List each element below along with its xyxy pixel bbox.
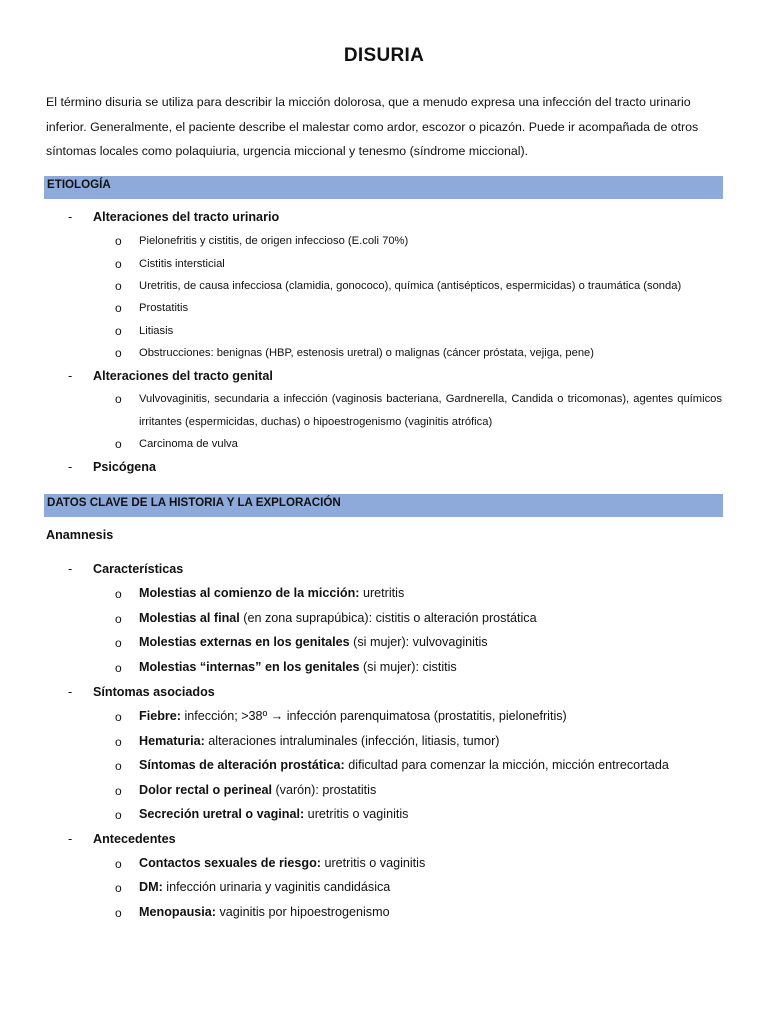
circle-bullet: o — [115, 710, 122, 724]
dash-bullet: - — [68, 369, 73, 383]
dash-bullet: - — [68, 832, 73, 846]
list-item: Cistitis intersticial — [139, 258, 225, 270]
circle-bullet: o — [115, 759, 122, 773]
section-heading-etiologia: ETIOLOGÍA — [44, 176, 723, 199]
group-label: Características — [93, 562, 184, 576]
circle-bullet: o — [115, 392, 122, 406]
circle-bullet: o — [115, 587, 122, 601]
circle-bullet: o — [115, 661, 122, 675]
circle-bullet: o — [115, 324, 122, 338]
circle-bullet: o — [115, 735, 122, 749]
dash-bullet: - — [68, 210, 73, 224]
list-item: Hematuria: alteraciones intraluminales (infección, litiasis, tumor) — [139, 734, 500, 748]
list-item: Molestias externas en los genitales (si mujer): vulvovaginitis — [139, 635, 488, 649]
list-item: Dolor rectal o perineal (varón): prostatitis — [139, 783, 377, 797]
group-label: Alteraciones del tracto genital — [93, 369, 273, 383]
circle-bullet: o — [115, 234, 122, 248]
circle-bullet: o — [115, 346, 122, 360]
list-item: Obstrucciones: benignas (HBP, estenosis uretral) o malignas (cáncer próstata, vejiga, pene) — [139, 347, 594, 359]
dash-bullet: - — [68, 685, 73, 699]
section-heading-datos-clave: DATOS CLAVE DE LA HISTORIA Y LA EXPLORACIÓN — [44, 494, 723, 517]
circle-bullet: o — [115, 301, 122, 315]
circle-bullet: o — [115, 279, 122, 293]
circle-bullet: o — [115, 881, 122, 895]
list-item: Pielonefritis y cistitis, de origen infeccioso (E.coli 70%) — [139, 235, 409, 247]
circle-bullet: o — [115, 784, 122, 798]
dash-bullet: - — [68, 562, 73, 576]
list-item: DM: infección urinaria y vaginitis candidásica — [139, 880, 391, 894]
circle-bullet: o — [115, 437, 122, 451]
list-item: Síntomas de alteración prostática: dificultad para comenzar la micción, micción entrecortada — [139, 758, 669, 772]
group-label: Alteraciones del tracto urinario — [93, 210, 280, 224]
list-item: Contactos sexuales de riesgo: uretritis o vaginitis — [139, 856, 426, 870]
group-label: Psicógena — [93, 460, 156, 474]
list-item: Molestias “internas” en los genitales (si mujer): cistitis — [139, 660, 457, 674]
circle-bullet: o — [115, 636, 122, 650]
list-item: Molestias al comienzo de la micción: uretritis — [139, 586, 405, 600]
group-label: Síntomas asociados — [93, 685, 215, 699]
list-item: Molestias al final (en zona suprapúbica): cistitis o alteración prostática — [139, 611, 537, 625]
circle-bullet: o — [115, 612, 122, 626]
list-item: Litiasis — [139, 325, 174, 337]
list-item: Vulvovaginitis, secundaria a infección (vaginosis bacteriana, Gardnerella, Candida o tricomonas), agentes químicos irritantes (espermicidas, duchas) o hipoestrogenismo (vaginitis atrófica) — [139, 393, 722, 428]
list-item: Carcinoma de vulva — [139, 438, 238, 450]
dash-bullet: - — [68, 460, 73, 474]
list-item: Prostatitis — [139, 302, 189, 314]
list-item: Secreción uretral o vaginal: uretritis o vaginitis — [139, 807, 409, 821]
circle-bullet: o — [115, 906, 122, 920]
intro-paragraph: El término disuria se utiliza para describir la micción dolorosa, que a menudo expresa una infección del tracto urinario inferior. Generalmente, el paciente describe el malestar como ardor, escozor o picazón. Puede ir acompañada de otros síntomas locales como polaquiuria, urgencia miccional y tenesmo (síndrome miccional). — [46, 95, 699, 159]
circle-bullet: o — [115, 857, 122, 871]
page-title: DISURIA — [343, 45, 425, 66]
list-item: Fiebre: infección; >38º → infección parenquimatosa (prostatitis, pielonefritis) — [139, 709, 567, 723]
circle-bullet: o — [115, 808, 122, 822]
group-label: Antecedentes — [93, 832, 176, 846]
list-item: Uretritis, de causa infecciosa (clamidia, gonococo), química (antisépticos, espermicidas) o traumática (sonda) — [139, 280, 682, 292]
list-item: Menopausia: vaginitis por hipoestrogenismo — [139, 905, 390, 919]
subheading-anamnesis: Anamnesis — [46, 528, 114, 542]
circle-bullet: o — [115, 257, 122, 271]
